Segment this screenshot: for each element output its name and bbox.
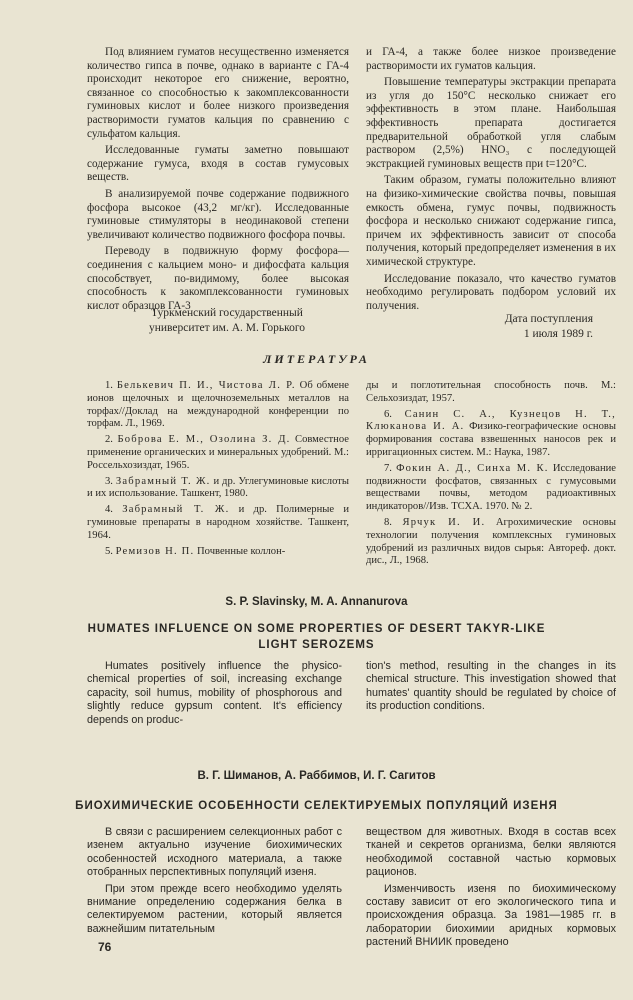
- article-authors: В. Г. Шиманов, А. Раббимов, И. Г. Сагитов: [197, 770, 436, 782]
- paragraph: Исследованные гуматы заметно повышают содержание гумуса, входя в состав гумусовых веществ.: [87, 144, 349, 184]
- paragraph: tion's method, resulting in the changes in its chemical structure. This investigation showed that humates' quantity should be regulated by choice of its production conditions.: [366, 660, 616, 713]
- page-number: 76: [98, 940, 112, 954]
- english-authors: S. P. Slavinsky, M. A. Annanurova: [225, 596, 408, 608]
- paragraph: В анализируемой почве содержание подвижного фосфора высокое (43,2 мг/кг). Исследованные гуминовые стимуляторы в неодинаковой степени увеличивают количество подвижного фосфора почвы.: [87, 187, 349, 241]
- references-right: [366, 380, 616, 568]
- reference-number: 4.: [105, 504, 113, 516]
- reference-text: ды и поглотительная способность почв. М.: Сельхозиздат, 1957.: [366, 380, 616, 404]
- english-abstract-right: [366, 660, 616, 714]
- reference-text: Об обмене ионов щелочных и щелочноземельных металлов на торфах//Доклад на международной конференции по торфам. Л., 1969.: [87, 380, 349, 430]
- reference-author: Забрамный Т. Ж.: [122, 504, 230, 516]
- reference-text: Почвенные коллон-: [197, 545, 286, 557]
- reference-author: Ярчук И. И.: [402, 516, 486, 528]
- reference-number: 5.: [105, 545, 113, 557]
- paragraph: Исследование показало, что качество гуматов необходимо регулировать подбором условий их получения.: [366, 272, 616, 312]
- received-label: Дата поступления: [504, 313, 593, 325]
- paragraph: Таким образом, гуматы положительно влияют на физико-химические свойства почвы, повышая емкость обмена, гумус почвы, подвижность фосфора и несколько снижают содержание гипса, причем их эффективность зависит от способа получения, который предопределяет изменения в их химической структуре.: [366, 174, 616, 268]
- received-date: [420, 312, 593, 342]
- article-left-column: [87, 826, 342, 936]
- affiliation-line: университет им. А. М. Горького: [148, 322, 306, 334]
- article-title: БИОХИМИЧЕСКИЕ ОСОБЕННОСТИ СЕЛЕКТИРУЕМЫХ ПОПУЛЯЦИЙ ИЗЕНЯ: [75, 800, 558, 812]
- reference-author: Боброва Е. М., Озолина З. Д.: [117, 434, 291, 446]
- affiliation-line: Туркменский государственный: [151, 307, 303, 319]
- reference-author: Белькевич П. И., Чистова Л. Р.: [116, 380, 296, 391]
- paragraph: веществом для животных. Входя в состав всех тканей и секретов организма, белки являются необходимой составной частью кормовых рационов.: [366, 826, 616, 879]
- reference-author: Фокин А. Д., Синха М. К.: [396, 462, 549, 474]
- paragraph: Изменчивость изеня по биохимическому составу зависит от его экологического типа и происхождения образца. За 1981—1985 гг. в лаборатории биохимии аридных кормовых растений ВНИИК проведено: [366, 882, 616, 949]
- reference-text: Совместное применение органических и минеральных удобрений. М.: Россельхозиздат, 1965.: [87, 434, 349, 471]
- paragraph: и ГА-4, а также более низкое произведение растворимости их гуматов кальция.: [366, 46, 616, 72]
- reference-number: 6.: [384, 408, 392, 420]
- reference-item: [366, 517, 616, 568]
- paragraph: Переводу в подвижную форму фосфора—соединения с кальцием моно- и дифосфата кальция способствует, по-видимому, более высокая способность к закомплексованности гуминовых кислот образцов ГА-3: [87, 245, 349, 312]
- paragraph: Повышение температуры экстракции препарата из угля до 150°С несколько снижает его эффективность в этом плане. Наибольшая эффективность препарата достигается предварительной обработкой угля слабым раствором (2,5%) HNO₃ с последующей экстракцией гуминовых веществ при t=120°С.: [366, 76, 616, 170]
- reference-text: Агрохимические основы технологии получения комплексных гуминовых удобрений из различных видов сырья: Автореф. докт. дис., Л., 1968.: [366, 516, 616, 567]
- literature-heading: ЛИТЕРАТУРА: [263, 352, 370, 366]
- reference-text: и др. Углегуминовые кислоты и их использование. Ташкент, 1980.: [87, 475, 349, 500]
- english-title-line1: HUMATES INFLUENCE ON SOME PROPERTIES OF DESERT TAKYR-LIKE: [87, 623, 546, 635]
- reference-author: Ремизов Н. П.: [115, 545, 195, 557]
- reference-number: 1.: [105, 380, 113, 391]
- reference-number: 7.: [384, 462, 392, 474]
- reference-item: [366, 409, 616, 460]
- reference-item: [87, 504, 349, 542]
- reference-number: 2.: [105, 434, 113, 446]
- affiliation: [107, 306, 347, 336]
- english-title-line2: LIGHT SEROZEMS: [258, 639, 375, 651]
- reference-item: [87, 546, 349, 559]
- received-value: 1 июля 1989 г.: [523, 328, 593, 340]
- top-left-column: [87, 46, 349, 313]
- paragraph: При этом прежде всего необходимо уделять внимание определению содержания белка в селектируемом растении, который является важнейшим питательным: [87, 882, 342, 935]
- paragraph: Под влиянием гуматов несущественно изменяется количество гипса в почве, однако в варианте с ГА-4 происходит некоторое его снижение, вероятно, связанное со способностью к закомплексованности гуминовых кислот и более низкого произведения растворимости гуматов кальция по сравнению с сульфатом кальция.: [87, 46, 349, 140]
- english-abstract-left: [87, 660, 342, 727]
- reference-author: Санин С. А., Кузнецов Н. Т., Клюканова И. А.: [366, 408, 616, 433]
- reference-item: [87, 380, 349, 431]
- reference-text: Исследование подвижности фосфатов, связанных с гумусовыми веществами почвы, методом радиоактивных индикаторов//Изв. ТСХА. 1970. № 2.: [366, 462, 617, 513]
- top-right-column: [366, 46, 616, 313]
- reference-author: Забрамный Т. Ж.: [115, 475, 211, 487]
- reference-text: и др. Полимерные и гуминовые препараты в народном хозяйстве. Ташкент, 1964.: [87, 504, 349, 541]
- paragraph: Humates positively influence the physico-chemical properties of soil, increasing exchange capacity, soil humus, mobility of phosphorous and slightly reduce gypsum content. It's efficiency depends on produc-: [87, 660, 342, 726]
- reference-text: Физико-географические основы формирования состава взвешенных наносов рек и ирригационных систем. М.: Наука, 1987.: [366, 421, 616, 458]
- reference-number: 8.: [384, 516, 392, 528]
- reference-item: [366, 380, 616, 406]
- reference-item: [87, 434, 349, 472]
- article-right-column: [366, 826, 616, 950]
- references-left: [87, 380, 349, 558]
- paragraph: В связи с расширением селекционных работ с изенем актуально изучение биохимических особенностей исходного материала, а также отобранных перспективных популяций изеня.: [87, 826, 342, 879]
- reference-number: 3.: [105, 475, 113, 487]
- reference-item: [366, 463, 616, 514]
- reference-item: [87, 476, 349, 502]
